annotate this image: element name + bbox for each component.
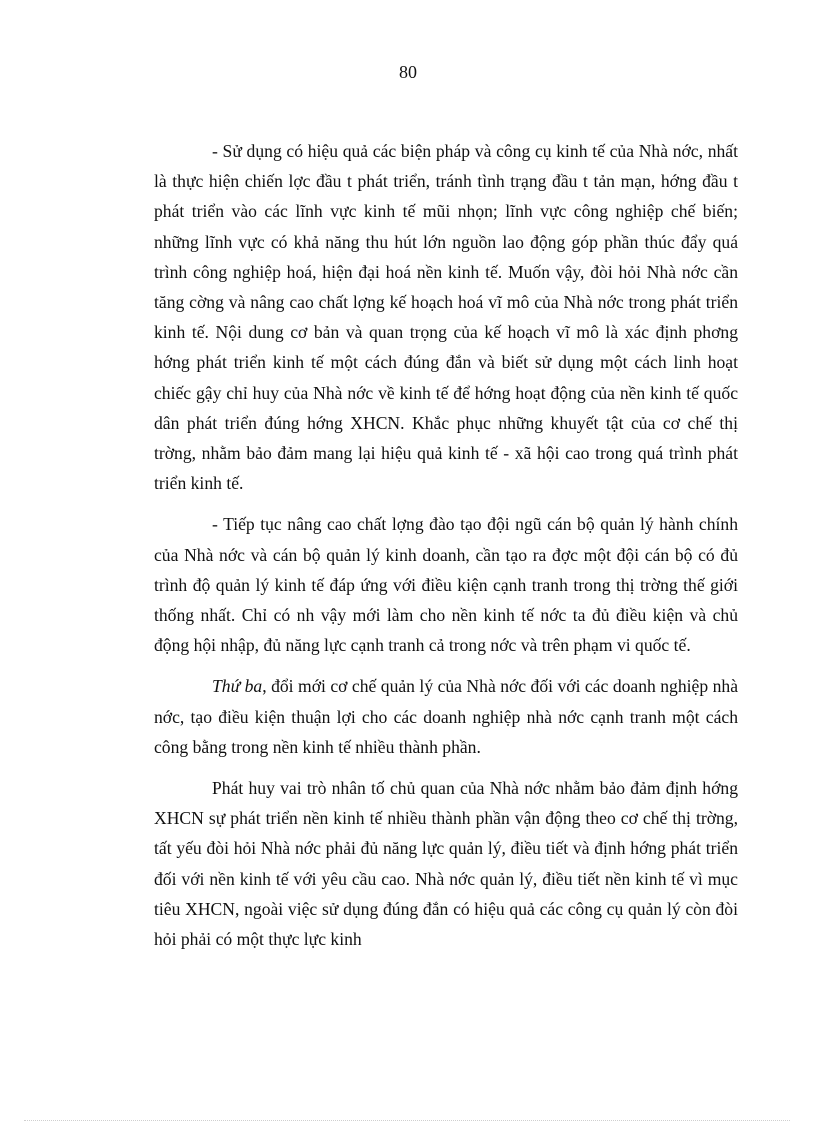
paragraph-economic-tools: - Sử dụng có hiệu quả các biện pháp và công cụ kinh tế của Nhà nớc, nhất là thực hiện chiến lợc đầu t phát triển, tránh tình trạng đầu t tản mạn, hớng đầu t phát triển vào các lĩnh vực kinh tế mũi nhọn; lĩnh vực công nghiệp chế biến; những lĩnh vực có khả năng thu hút lớn nguồn lao động góp phần thúc đẩy quá trình công nghiệp hoá, hiện đại hoá nền kinh tế. Muốn vậy, đòi hỏi Nhà nớc cần tăng cờng và nâng cao chất lợng kế hoạch hoá vĩ mô của Nhà nớc trong phát triển kinh tế. Nội dung cơ bản và quan trọng của kế hoạch vĩ mô là xác định phơng hớng phát triển kinh tế một cách đúng đắn và biết sử dụng một cách linh hoạt chiếc gậy chỉ huy của Nhà nớc về kinh tế để hớng hoạt động của nền kinh tế quốc dân phát triển đúng hớng XHCN. Khắc phục những khuyết tật của cơ chế thị trờng, nhằm bảo đảm mang lại hiệu quả kinh tế - xã hội cao trong quá trình phát triển kinh tế. <box>154 141 738 494</box>
paragraph-third-point <box>154 671 738 762</box>
page-bottom-divider <box>24 1120 790 1121</box>
third-point-text: , đổi mới cơ chế quản lý của Nhà nớc đối với các doanh nghiệp nhà nớc, tạo điều kiện thuận lợi cho các doanh nghiệp nhà nớc cạnh tranh một cách công bằng trong nền kinh tế nhiều thành phần. <box>154 676 739 757</box>
third-point-lead: Thứ ba <box>212 676 263 697</box>
page-number: 80 <box>399 62 417 82</box>
document-body <box>154 136 738 965</box>
paragraph-staff-training: - Tiếp tục nâng cao chất lợng đào tạo đội ngũ cán bộ quản lý hành chính của Nhà nớc và cán bộ quản lý kinh doanh, cần tạo ra đợc một đội cán bộ có đủ trình độ quản lý kinh tế đáp ứng với điều kiện cạnh tranh trong thị trờng thế giới thống nhất. Chỉ có nh vậy mới làm cho nền kinh tế nớc ta đủ điều kiện và chủ động hội nhập, đủ năng lực cạnh tranh cả trong nớc và trên phạm vi quốc tế. <box>154 514 738 656</box>
paragraph-state-role: Phát huy vai trò nhân tố chủ quan của Nhà nớc nhằm bảo đảm định hớng XHCN sự phát triển nền kinh tế nhiều thành phần vận động theo cơ chế thị trờng, tất yếu đòi hỏi Nhà nớc phải đủ năng lực quản lý, điều tiết và định hớng phát triển đối với nền kinh tế với yêu cầu cao. Nhà nớc quản lý, điều tiết nền kinh tế vì mục tiêu XHCN, ngoài việc sử dụng đúng đắn có hiệu quả các công cụ quản lý còn đòi hỏi phải có một thực lực kinh <box>154 778 738 950</box>
